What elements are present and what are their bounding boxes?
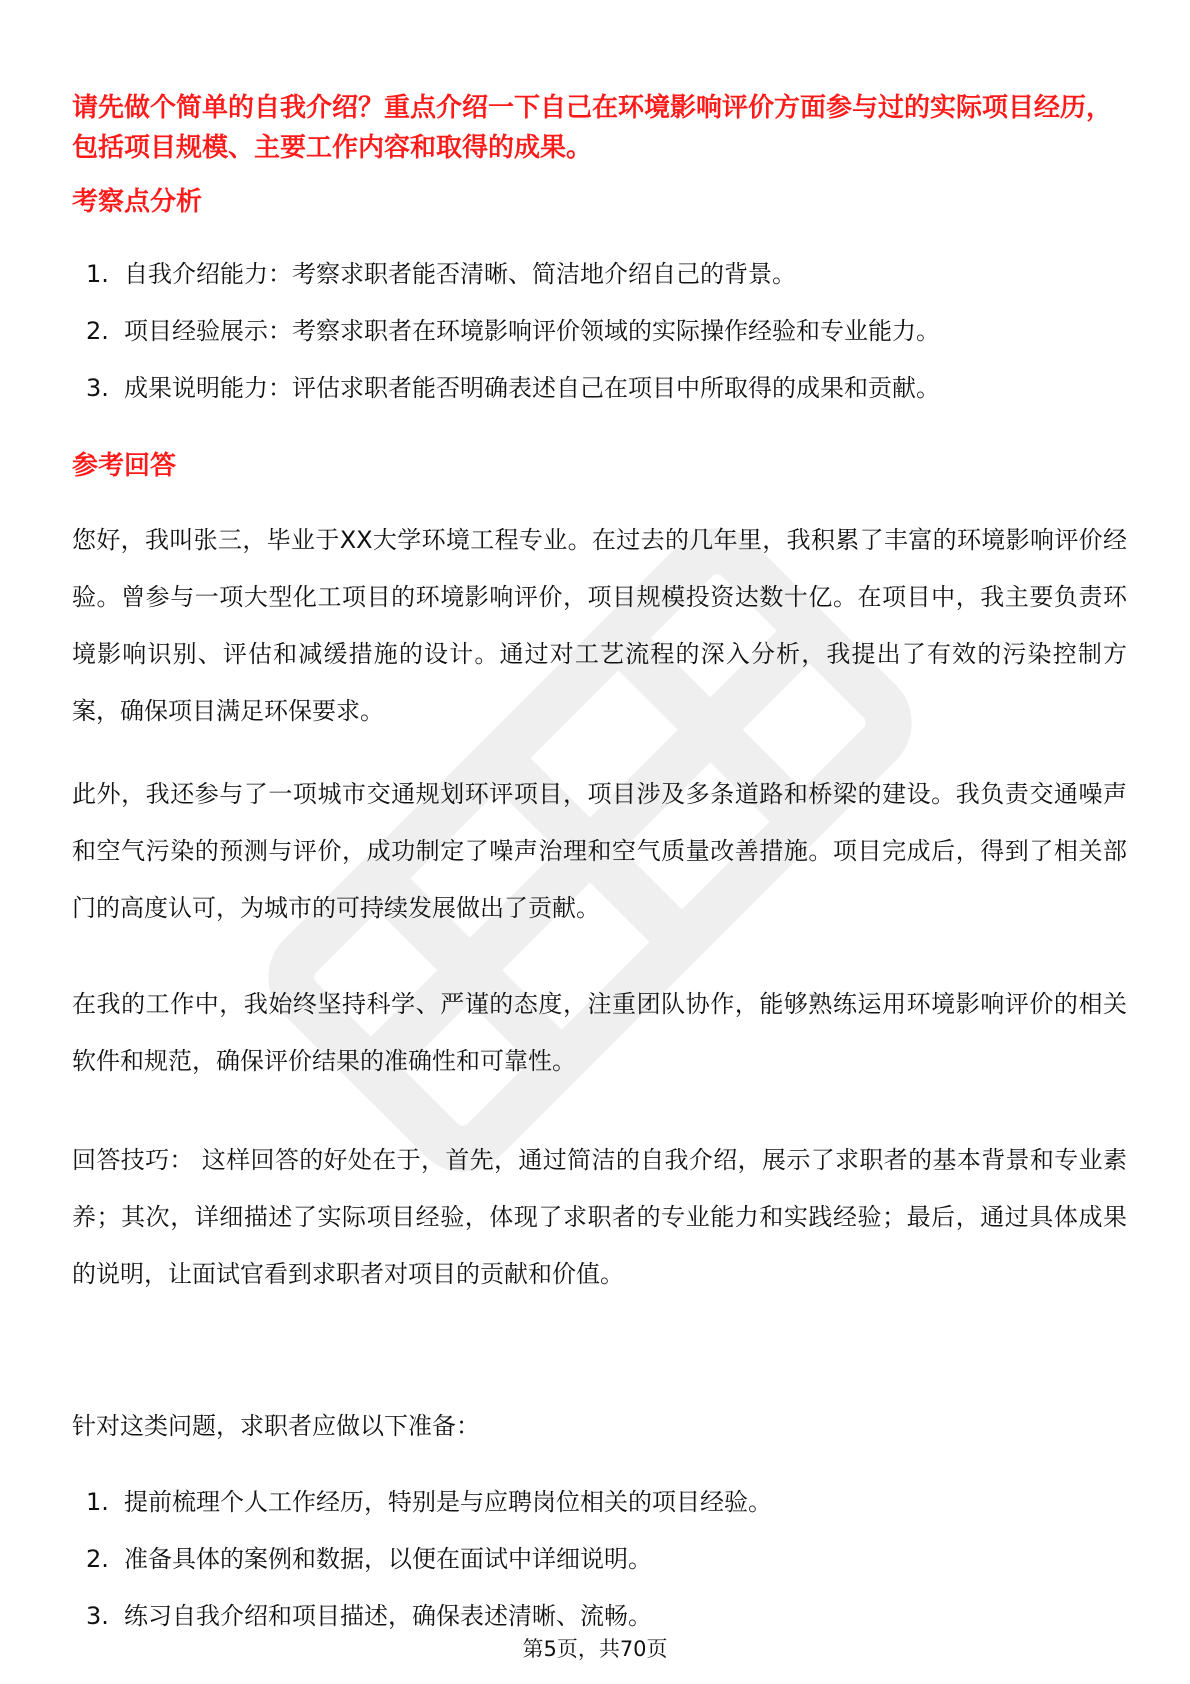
list-item-number: 3. — [86, 1602, 109, 1630]
analysis-list — [72, 256, 1122, 427]
page-number-footer: 第5页，共70页 — [522, 1637, 668, 1661]
interview-question: 请先做个简单的自我介绍？重点介绍一下自己在环境影响评价方面参与过的实际项目经历，包括项目规模、主要工作内容和取得的成果。 — [72, 93, 1113, 163]
list-item — [72, 370, 1122, 427]
answer-paragraph: 此外，我还参与了一项城市交通规划环评项目，项目涉及多条道路和桥梁的建设。我负责交通噪声和空气污染的预测与评价，成功制定了噪声治理和空气质量改善措施。项目完成后，得到了相关部门的高度认可，为城市的可持续发展做出了贡献。 — [72, 780, 1127, 922]
list-item-number: 1. — [86, 1488, 109, 1516]
list-item — [72, 256, 1122, 313]
list-item — [72, 1541, 1122, 1598]
list-item-number: 3. — [86, 374, 109, 402]
answer-heading: 参考回答 — [72, 451, 177, 481]
answer-paragraph: 您好，我叫张三，毕业于XX大学环境工程专业。在过去的几年里，我积累了丰富的环境影响评价经验。曾参与一项大型化工项目的环境影响评价，项目规模投资达数十亿。在项目中，我主要负责环境影响识别、评估和减缓措施的设计。通过对工艺流程的深入分析，我提出了有效的污染控制方案，确保项目满足环保要求。 — [72, 526, 1127, 725]
answer-tips-paragraph: 回答技巧： 这样回答的好处在于，首先，通过简洁的自我介绍，展示了求职者的基本背景和专业素养；其次，详细描述了实际项目经验，体现了求职者的专业能力和实践经验；最后，通过具体成果的说明，让面试官看到求职者对项目的贡献和价值。 — [72, 1146, 1127, 1288]
list-item-text: 自我介绍能力：考察求职者能否清晰、简洁地介绍自己的背景。 — [124, 260, 796, 288]
analysis-heading: 考察点分析 — [72, 187, 203, 217]
list-item-text: 成果说明能力：评估求职者能否明确表述自己在项目中所取得的成果和贡献。 — [124, 374, 940, 402]
list-item-text: 练习自我介绍和项目描述，确保表述清晰、流畅。 — [124, 1602, 652, 1630]
list-item-number: 2. — [86, 1545, 109, 1573]
answer-paragraph: 在我的工作中，我始终坚持科学、严谨的态度，注重团队协作，能够熟练运用环境影响评价的相关软件和规范，确保评价结果的准确性和可靠性。 — [72, 990, 1127, 1075]
list-item — [72, 313, 1122, 370]
list-item-text: 项目经验展示：考察求职者在环境影响评价领域的实际操作经验和专业能力。 — [124, 317, 940, 345]
list-item-number: 1. — [86, 260, 109, 288]
list-item-text: 提前梳理个人工作经历，特别是与应聘岗位相关的项目经验。 — [124, 1488, 772, 1516]
list-item — [72, 1484, 1122, 1541]
preparation-intro: 针对这类问题，求职者应做以下准备： — [72, 1412, 480, 1440]
preparation-list — [72, 1484, 1122, 1655]
list-item-text: 准备具体的案例和数据，以便在面试中详细说明。 — [124, 1545, 652, 1573]
list-item-number: 2. — [86, 317, 109, 345]
